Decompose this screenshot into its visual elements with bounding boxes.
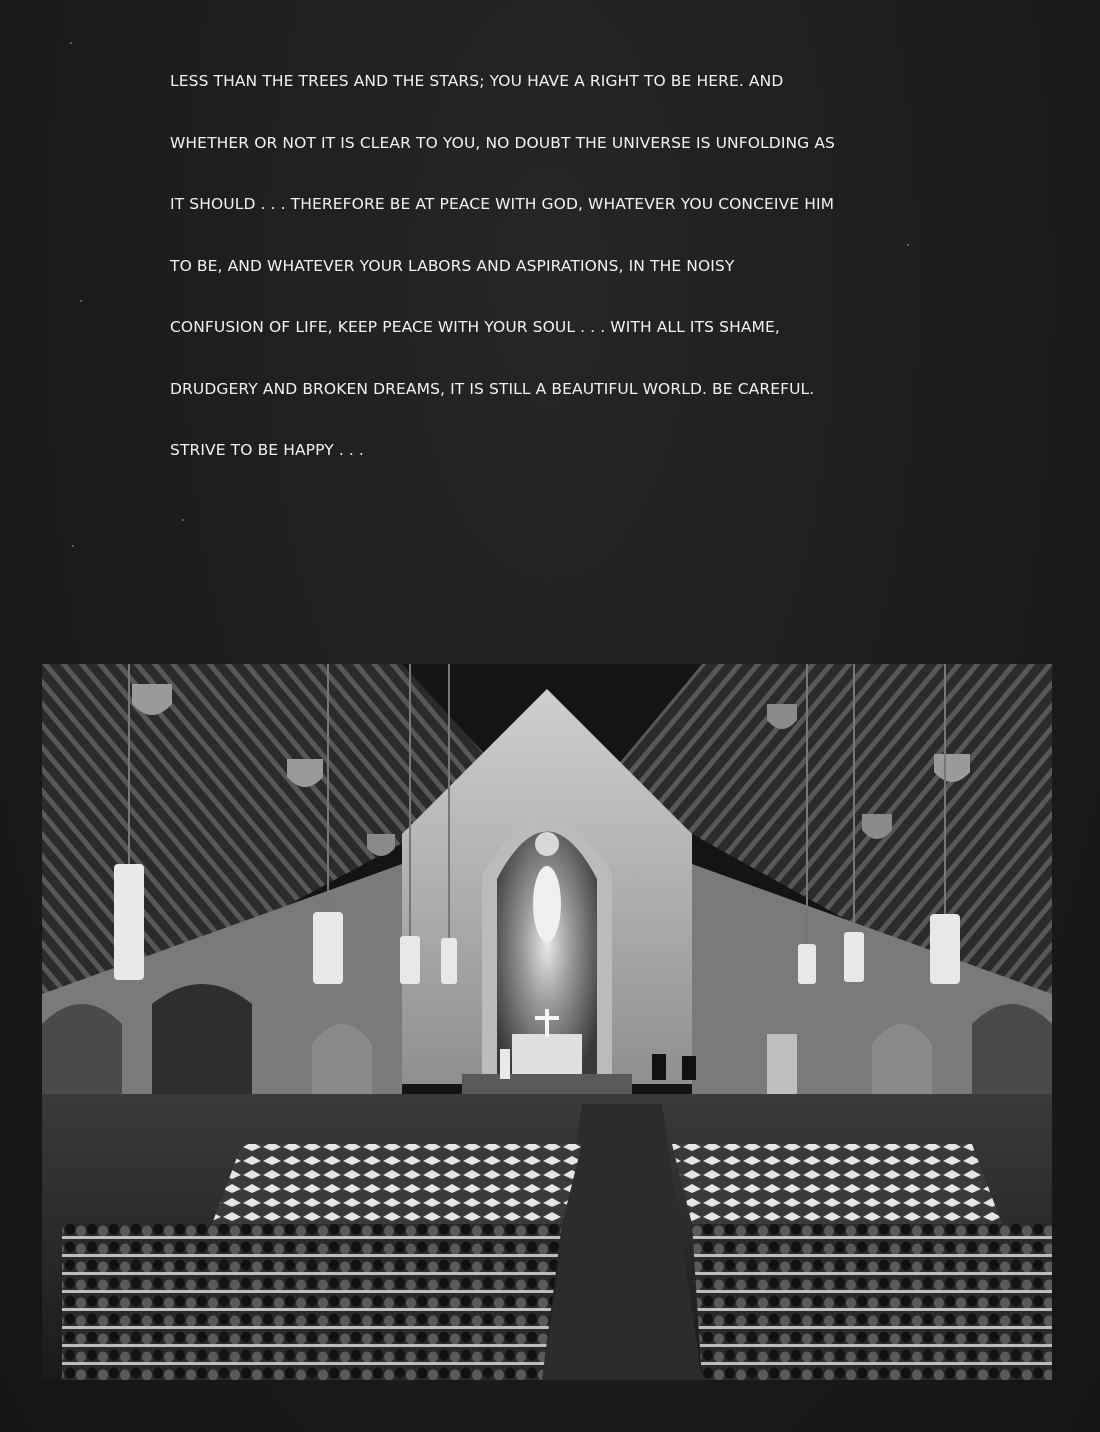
pendant-lantern (114, 864, 144, 980)
clergy-figure (682, 1056, 696, 1080)
graduates-left (212, 1144, 582, 1224)
dust-speck (72, 545, 74, 547)
dust-speck (80, 300, 82, 302)
poem-line: CONFUSION OF LIFE, KEEP PEACE WITH YOUR SOUL . . . WITH ALL ITS SHAME, (170, 318, 780, 336)
altar-cross-bar (535, 1016, 559, 1020)
mural-figure (533, 866, 561, 942)
chancel-step (462, 1074, 632, 1094)
altar-cross (545, 1009, 549, 1037)
pendant-lantern (930, 914, 960, 984)
audience-left (62, 1224, 562, 1380)
dust-speck (182, 519, 184, 521)
poem-line: IT SHOULD . . . THEREFORE BE AT PEACE WITH GOD, WHATEVER YOU CONCEIVE HIM (170, 195, 835, 213)
left-stained-glass-window (312, 1024, 372, 1104)
pendant-lantern (844, 932, 864, 982)
school-banner (767, 1034, 797, 1094)
graduates-right (672, 1144, 1002, 1224)
clergy-figure (652, 1054, 666, 1080)
church-interior-illustration (42, 664, 1052, 1380)
dust-speck (907, 244, 909, 246)
poem-line: DRUDGERY AND BROKEN DREAMS, IT IS STILL A BEAUTIFUL WORLD. BE CAREFUL. (170, 379, 815, 398)
audience-right (692, 1224, 1052, 1380)
pendant-lantern (313, 912, 343, 984)
pendant-lantern (798, 944, 816, 984)
pendant-lantern (400, 936, 420, 984)
poem-text-block (170, 66, 970, 497)
altar (512, 1034, 582, 1074)
dust-speck (70, 42, 72, 44)
church-interior-photo (42, 664, 1052, 1380)
poem-line: LESS THAN THE TREES AND THE STARS; YOU HAVE A RIGHT TO BE HERE. AND (170, 72, 784, 90)
clergy-figure (500, 1049, 510, 1079)
pendant-lantern (441, 938, 457, 984)
poem-line: WHETHER OR NOT IT IS CLEAR TO YOU, NO DOUBT THE UNIVERSE IS UNFOLDING AS (170, 133, 835, 152)
right-stained-glass-window (872, 1024, 932, 1104)
poem-line: STRIVE TO BE HAPPY . . . (170, 441, 364, 459)
mural-halo (535, 832, 559, 856)
poem-line: TO BE, AND WHATEVER YOUR LABORS AND ASPIRATIONS, IN THE NOISY (170, 256, 735, 275)
